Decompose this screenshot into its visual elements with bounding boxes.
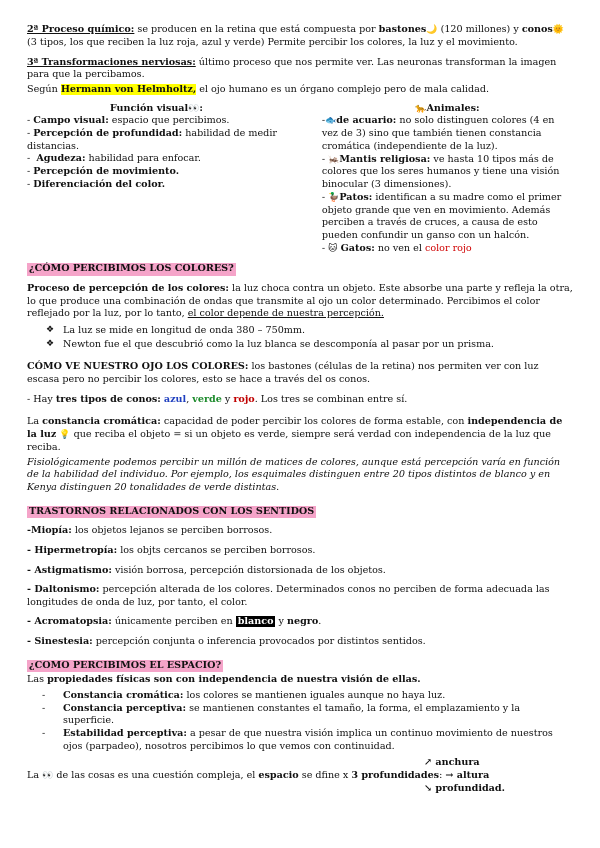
funcion-visual-column [27,103,286,256]
helmholtz-highlight: Hermann von Helmholtz, [60,83,197,95]
paragraph-ojo-colores: CÓMO VE NUESTRO OJO LOS COLORES: los bastones (células de la retina) nos permiten ver con luz escasa pero no percibir los colores, esto se hace a través del os conos. [27,361,539,386]
list-item: - Percepción de profundidad: habilidad de medir distancias. [27,128,277,152]
heading-trastornos: TRASTORNOS RELACIONADOS CON LOS SENTIDOS [29,505,315,517]
list-item: -Miopía: los objetos lejanos se perciben borrosos. [27,525,273,537]
transformaciones-title: 3ª Transformaciones nerviosas: [27,56,196,68]
list-item: - Acromatopsia: únicamente perciben en blanco y negro. [27,616,322,628]
anchura-label: ↗ anchura [424,757,480,769]
paragraph-fisiologicamente: Fisiológicamente podemos percibir un millón de matices de colores, aunque está percepción varía en función de la habilidad del individuo. Por ejemplo, los esquimales distinguen entre 20 tipos distintos de blanco y en Kenya distinguen 20 tonalidades de verde distintas. [27,456,561,493]
mantis-icon: 🦗 [328,154,340,165]
heading-colores: ¿CÓMO PERCIBIMOS LOS COLORES? [29,263,234,275]
list-item: - Constancia cromática: los colores se mantienen iguales aunque no haya luz. [63,690,573,703]
paragraph-proceso-colores: Proceso de percepción de los colores: la luz choca contra un objeto. Este absorbe una parte y refleja la otra, lo que produce una combinación de ondas que transmite al ojo un color determinado. Percibimos el color reflejado por la luz, por lo tanto, el color depende de nuestra percepción. [27,283,573,320]
list-item: - 🐱 Gatos: no ven el color rojo [321,242,472,254]
leopard-icon: 🐆 [415,103,427,114]
list-item: - Sinestesia: percepción conjunta o inferencia provocados por distintos sentidos. [27,636,426,648]
list-item: - Campo visual: espacio que percibimos. [27,115,230,127]
two-columns [27,103,573,256]
list-item: ❖ Newton fue el que descubrió como la luz blanca se descomponía al pasar por un prisma. [63,339,573,352]
list-item: - Daltonismo: percepción alterada de los colores. Determinados conos no perciben de forma adecuada las longitudes de onda de luz, por tanto, el color. [27,584,550,608]
list-item: - Astigmatismo: visión borrosa, percepción distorsionada de los objetos. [27,564,386,576]
list-item: - Agudeza: habilidad para enfocar. [27,153,201,165]
altura-label: → altura [445,770,490,782]
eyes-icon: 👀 [42,771,54,782]
paragraph-propiedades: Las propiedades físicas son con independencia de nuestra visión de ellas. [27,674,421,686]
profundidad-label: ↘ profundidad. [424,783,505,795]
lightbulb-icon: 💡 [59,430,71,441]
paragraph-constancia: La constancia cromática: capacidad de poder percibir los colores de forma estable, con independencia de la luz 💡 que reciba el objeto = si un objeto es verde, siempre será verdad con independencia de la luz que reciba. [27,416,563,453]
paragraph-profundidades: La 👀 de las cosas es una cuestión compleja, el espacio se dfine x 3 profundidades: → altura [27,770,490,782]
funcion-visual-title: Función visual👀: [109,102,203,114]
duck-icon: 🦆 [328,192,340,203]
animales-column [300,103,573,256]
moon-icon: 🌙 [426,25,438,35]
blanco-highlight: blanco [237,616,274,628]
eyes-icon: 👀 [188,103,200,114]
animales-title: 🐆Animales: [415,102,480,114]
colores-bullets [27,325,573,351]
list-item: - Constancia perceptiva: se mantienen constantes el tamaño, la forma, el emplazamiento y la superficie. [63,703,573,728]
list-item: - Percepción de movimiento. [27,166,180,177]
espacio-list [27,690,573,753]
list-item: - 🦆Patos: identifican a su madre como el primer objeto grande que ven en movimiento. Además perciben a través de cruces, a causa de esto pueden confundir un ganso con un halcón. [321,191,562,241]
paragraph-transformaciones: 3ª Transformaciones nerviosas: último proceso que nos permite ver. Las neuronas transforman la imagen para que la percibamos. [27,56,557,81]
list-item: - 🦗Mantis religiosa: ve hasta 10 tipos más de colores que los seres humanos y tiene una visión binocular (3 dimensiones). [321,153,560,191]
list-item: - Hipermetropía: los objts cercanos se perciben borrosos. [27,544,316,556]
paragraph-helmholtz: Según Hermann von Helmholtz, el ojo humano es un órgano complejo pero de mala calidad. [27,83,490,95]
list-item: ❖ La luz se mide en longitud de onda 380 – 750mm. [63,325,573,338]
paragraph-tipos-conos: - Hay tres tipos de conos: azul, verde y rojo. Los tres se combinan entre sí. [27,393,408,405]
profundidades-block [27,757,573,797]
sun-icon: 🌞 [552,25,565,35]
list-item: - Estabilidad perceptiva: a pesar de que nuestra visión implica un continuo movimiento de nuestros ojos (parpadeo), nosotros percibimos lo que vemos con continuidad. [63,728,573,753]
proceso-quimico-title: 2ª Proceso químico: [27,24,135,35]
paragraph-proceso-quimico: 2ª Proceso químico: se producen en la retina que está compuesta por bastones🌙 (120 millones) y conos🌞 (3 tipos, los que reciben la luz roja, azul y verde) Permite percibir los colores, la luz y el movimiento. [27,24,565,48]
list-item: - Diferenciación del color. [27,178,166,190]
heading-espacio: ¿COMO PERCIBIMOS EL ESPACIO? [29,659,222,671]
list-item: -🐟de acuario: no solo distinguen colores (4 en vez de 3) sino que también tienen constancia cromática (independiente de la luz). [321,115,555,152]
cat-icon: 🐱 [328,243,338,254]
fish-icon: 🐟 [325,116,337,127]
